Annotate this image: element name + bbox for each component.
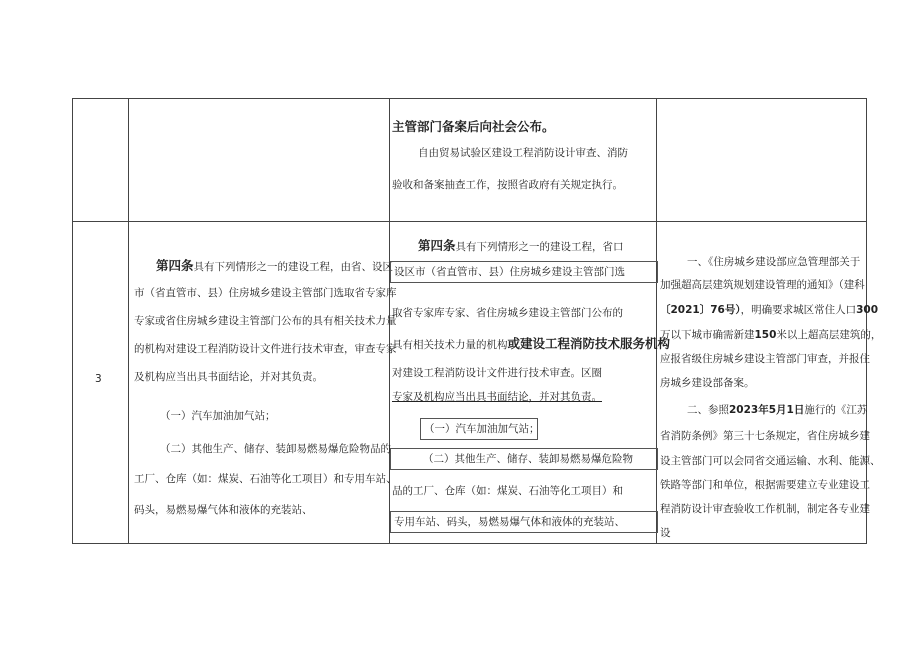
basis-line-6: 房城乡建设部备案。	[660, 377, 755, 389]
basis-line-7	[687, 397, 867, 424]
column-divider-3	[656, 99, 657, 543]
original-article-text-1: 具有下列情形之一的建设工程，由省、设区	[193, 261, 394, 273]
original-item-2-cont-1: 工厂、仓库（如：煤炭、石油等化工项目）和专用车站、	[134, 473, 397, 485]
basis-line-8: 省消防条例》第三十七条规定，省住房城乡建	[660, 430, 870, 442]
revised-article-line-6: 专家及机构应当出具书面结论，并对其负责。	[392, 391, 602, 403]
prev-row-line-3: 验收和备案抽查工作，按照省政府有关规定执行。	[392, 179, 623, 191]
revised-item-2-cont-2: 专用车站、码头，易燃易爆气体和液体的充装站、	[390, 511, 658, 533]
original-item-2: （二）其他生产、储存、装卸易燃易爆危险物品的	[160, 443, 391, 455]
basis-line-5: 应报省级住房城乡建设主管部门审查，并报住	[660, 353, 870, 365]
original-article-line-3: 专家或省住房城乡建设主管部门公布的具有相关技术力量	[134, 315, 397, 327]
basis-line-12: 设	[660, 527, 671, 539]
row-number: 3	[95, 373, 102, 385]
basis-text-4c: 米以上超高层建筑的，	[776, 329, 882, 341]
basis-line-2: 加强超高层建筑规划建设管理的通知》（建科	[660, 279, 865, 291]
basis-line-10: 铁路等部门和单位，根据需要建立专业建设工	[660, 479, 870, 491]
original-article-label: 第四条	[156, 258, 194, 273]
revised-item-1: （一）汽车加油加气站；	[420, 418, 538, 440]
basis-line-11: 程消防设计审查验收工作机制，制定各专业建	[660, 503, 870, 515]
original-item-1: （一）汽车加油加气站；	[160, 410, 276, 422]
row-divider	[73, 221, 866, 222]
revised-article-line-4	[392, 330, 670, 359]
original-article-line-5: 及机构应当出具书面结论，并对其负责。	[134, 371, 323, 383]
revised-article-line-2: 设区市（省直管市、县）住房城乡建设主管部门选	[390, 261, 658, 283]
revised-article-text-4a: 具有相关技术力量的机构	[392, 339, 508, 351]
basis-text-3b: ，明确要求城区常住人口	[740, 304, 857, 316]
basis-line-4	[660, 322, 881, 349]
basis-line-1: 一、《住房城乡建设部应急管理部关于	[687, 256, 861, 268]
basis-text-4a: 万以下城市确需新建	[660, 329, 755, 341]
column-divider-1	[128, 99, 129, 543]
original-article-line-2: 市（省直管市、县）住房城乡建设主管部门选取省专家库	[134, 287, 397, 299]
prev-row-line-1: 主管部门备案后向社会公布。	[392, 119, 555, 134]
basis-text-3c: 300	[856, 304, 879, 316]
revised-article-text-1: 具有下列情形之一的建设工程，省口	[455, 241, 624, 253]
basis-text-3a: 〔2021〕76号）	[660, 304, 741, 316]
revised-item-2: （二）其他生产、储存、装卸易燃易爆危险物	[390, 448, 658, 470]
inserted-text: 或建设工程消防技术服务机构	[507, 336, 671, 351]
basis-text-4b: 150	[754, 329, 777, 341]
basis-text-7b: 2023年5月1日	[729, 404, 805, 416]
original-article-line-1	[156, 252, 393, 281]
revised-article-line-1	[418, 232, 624, 261]
original-article-line-4: 的机构对建设工程消防设计文件进行技术审查，审查专家	[134, 343, 397, 355]
original-item-2-cont-2: 码头，易燃易爆气体和液体的充装站、	[134, 504, 313, 516]
basis-line-9: 设主管部门可以会同省交通运输、水利、能源、	[660, 455, 881, 467]
basis-line-3	[660, 297, 878, 324]
revised-item-2-cont-1: 品的工厂、仓库（如：煤炭、石油等化工项目）和	[392, 485, 623, 497]
revised-article-line-5: 对建设工程消防设计文件进行技术审查。区圈	[392, 367, 602, 379]
basis-text-7c: 施行的《江苏	[804, 404, 868, 416]
revised-article-line-3: 取省专家库专家、省住房城乡建设主管部门公布的	[392, 307, 623, 319]
basis-text-7a: 二、参照	[687, 404, 729, 416]
prev-row-line-2: 自由贸易试验区建设工程消防设计审查、消防	[418, 147, 628, 159]
revised-article-label: 第四条	[418, 238, 456, 253]
